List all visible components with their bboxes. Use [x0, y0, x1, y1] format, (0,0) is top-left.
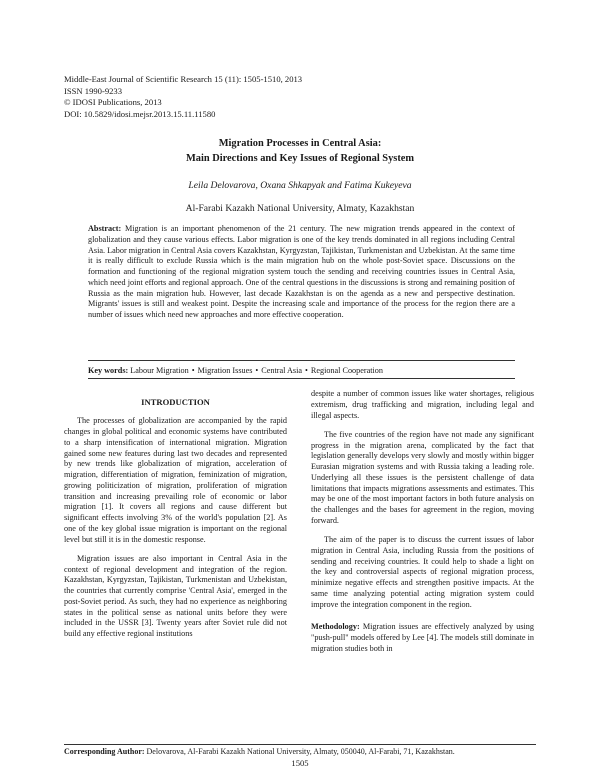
methodology-text: Migration issues are effectively analyzed by using "push-pull" models offered by Lee [4]. The models still dominate in migration studies both in	[311, 622, 534, 653]
page-number: 1505	[291, 758, 309, 768]
keyword: Migration Issues	[197, 366, 253, 375]
paper-title	[0, 136, 600, 166]
keywords-label: Key words:	[88, 366, 129, 375]
body-column-right	[311, 389, 534, 663]
paragraph: The aim of the paper is to discuss the current issues of labor migration in Central Asia, including Russia from the positions of sending and receiving countries. It could help to shade a light on the key and controversial aspects of regional migration process, minimize negative effects and strengthen positive impacts. At the same time analyzing potential acting migration system could improve the integration component in the region.	[311, 535, 534, 609]
corresponding-author	[64, 747, 536, 758]
introduction-heading: INTRODUCTION	[141, 397, 210, 407]
doi: DOI: 10.5829/idosi.mejsr.2013.15.11.11580	[64, 108, 216, 119]
authors: Leila Delovarova, Oxana Shkapyak and Fatima Kukeyeva	[188, 180, 412, 191]
journal-citation: Middle-East Journal of Scientific Research 15 (11): 1505-1510, 2013	[64, 74, 303, 84]
keyword-separator: •	[191, 366, 195, 375]
corresponding-author-label: Corresponding Author:	[64, 747, 145, 756]
copyright: © IDOSI Publications, 2013	[64, 97, 162, 108]
keyword-separator: •	[255, 366, 259, 375]
keywords-top-rule	[88, 360, 515, 361]
title-line-2: Main Directions and Key Issues of Regional System	[185, 153, 415, 164]
abstract	[88, 224, 515, 321]
affiliation: Al-Farabi Kazakh National University, Almaty, Kazakhstan	[185, 203, 415, 214]
methodology-paragraph	[311, 622, 534, 654]
paragraph: Migration issues are also important in Central Asia in the context of regional development and integration of the region. Kazakhstan, Kyrgyzstan, Tajikistan, Turkmenistan and Uzbekistan, the countries that currently comprise 'Central Asia', emerged in the post-Soviet period. As such, they had no experience as neighboring states in the political sense as national units before they were included in the USSR [3]. Twenty years after Soviet rule did not build any effective regional institutions	[64, 553, 287, 638]
journal-header	[64, 74, 302, 120]
keyword: Central Asia	[261, 366, 302, 375]
abstract-text: Migration is an important phenomenon of the 21 century. The new migration trends appeared in the context of globalization and they cause various effects. Labor migration is one of the key trends dominated in all regions including Central Asia. Labor migration in Central Asia covers Kazakhstan, Kyrgyzstan, Tajikistan, Turkmenistan and Uzbekistan. At the same time it is really difficult to exclude Russia which is the main migration hub on the whole post-Soviet space. Discussions on the formation and functioning of the regional migration system touch the sending and receiving countries issues in Central Asia, which need joint efforts and regional approach. One of the central questions in the discussions is strong and remaining position of Russia as the main migration hub. However, last decade Kazakhstan is on the agenda as a new and perspective destination. Migrants' issues is still and weakest point. Despite the increasing scale and importance of the process for the region there are a number of issues which need new approaches and more effective cooperation.	[88, 224, 515, 319]
keywords-bottom-rule	[88, 378, 515, 379]
title-line-1: Migration Processes in Central Asia:	[218, 138, 382, 149]
paragraph: despite a number of common issues like water shortages, religious extremism, drug trafficking and migration, including legal and illegal aspects.	[311, 389, 534, 420]
paragraph: The processes of globalization are accompanied by the rapid changes in global political and economic systems have contributed to a sharp intensification of international migration. Migration gained some new features during last two decades and represented by new trends like globalization of migration, acceleration of migration, differentiation of migration, feminization of migration, growing politicization of migration, proliferation of migration transition and increasing prevailing role of economic or labor migration [1]. It covers all regions and cause different but significant effects involving 3% of the world's population [2]. As one of the key global issue migration is important on the regional level but still it is in the domestic response.	[64, 416, 287, 544]
keywords	[88, 365, 515, 376]
issn: ISSN 1990-9233	[64, 85, 123, 96]
keyword: Regional Cooperation	[310, 366, 383, 375]
footer-rule	[64, 744, 536, 745]
body-column-left	[64, 397, 287, 648]
keyword: Labour Migration	[130, 366, 189, 375]
paragraph: The five countries of the region have not made any significant progress in the migration arena, complicated by the fact that legislation generally develops very slowly and mostly within bigger Eurasian migration systems and with Russia taking a leading role. Underlying all these issues is the persistent challenge of data limitations that impacts migrations assessments and estimates. This may be one of the most important factors in both future analysis on the challenges and the bases for agreement in the region, moving forward.	[311, 429, 534, 525]
methodology-label: Methodology:	[311, 622, 360, 632]
abstract-label: Abstract:	[88, 224, 122, 233]
keyword-separator: •	[305, 366, 308, 375]
corresponding-author-text: Delovarova, Al-Farabi Kazakh National University, Almaty, 050040, Al-Farabi, 71, Kazakhstan.	[144, 747, 455, 756]
